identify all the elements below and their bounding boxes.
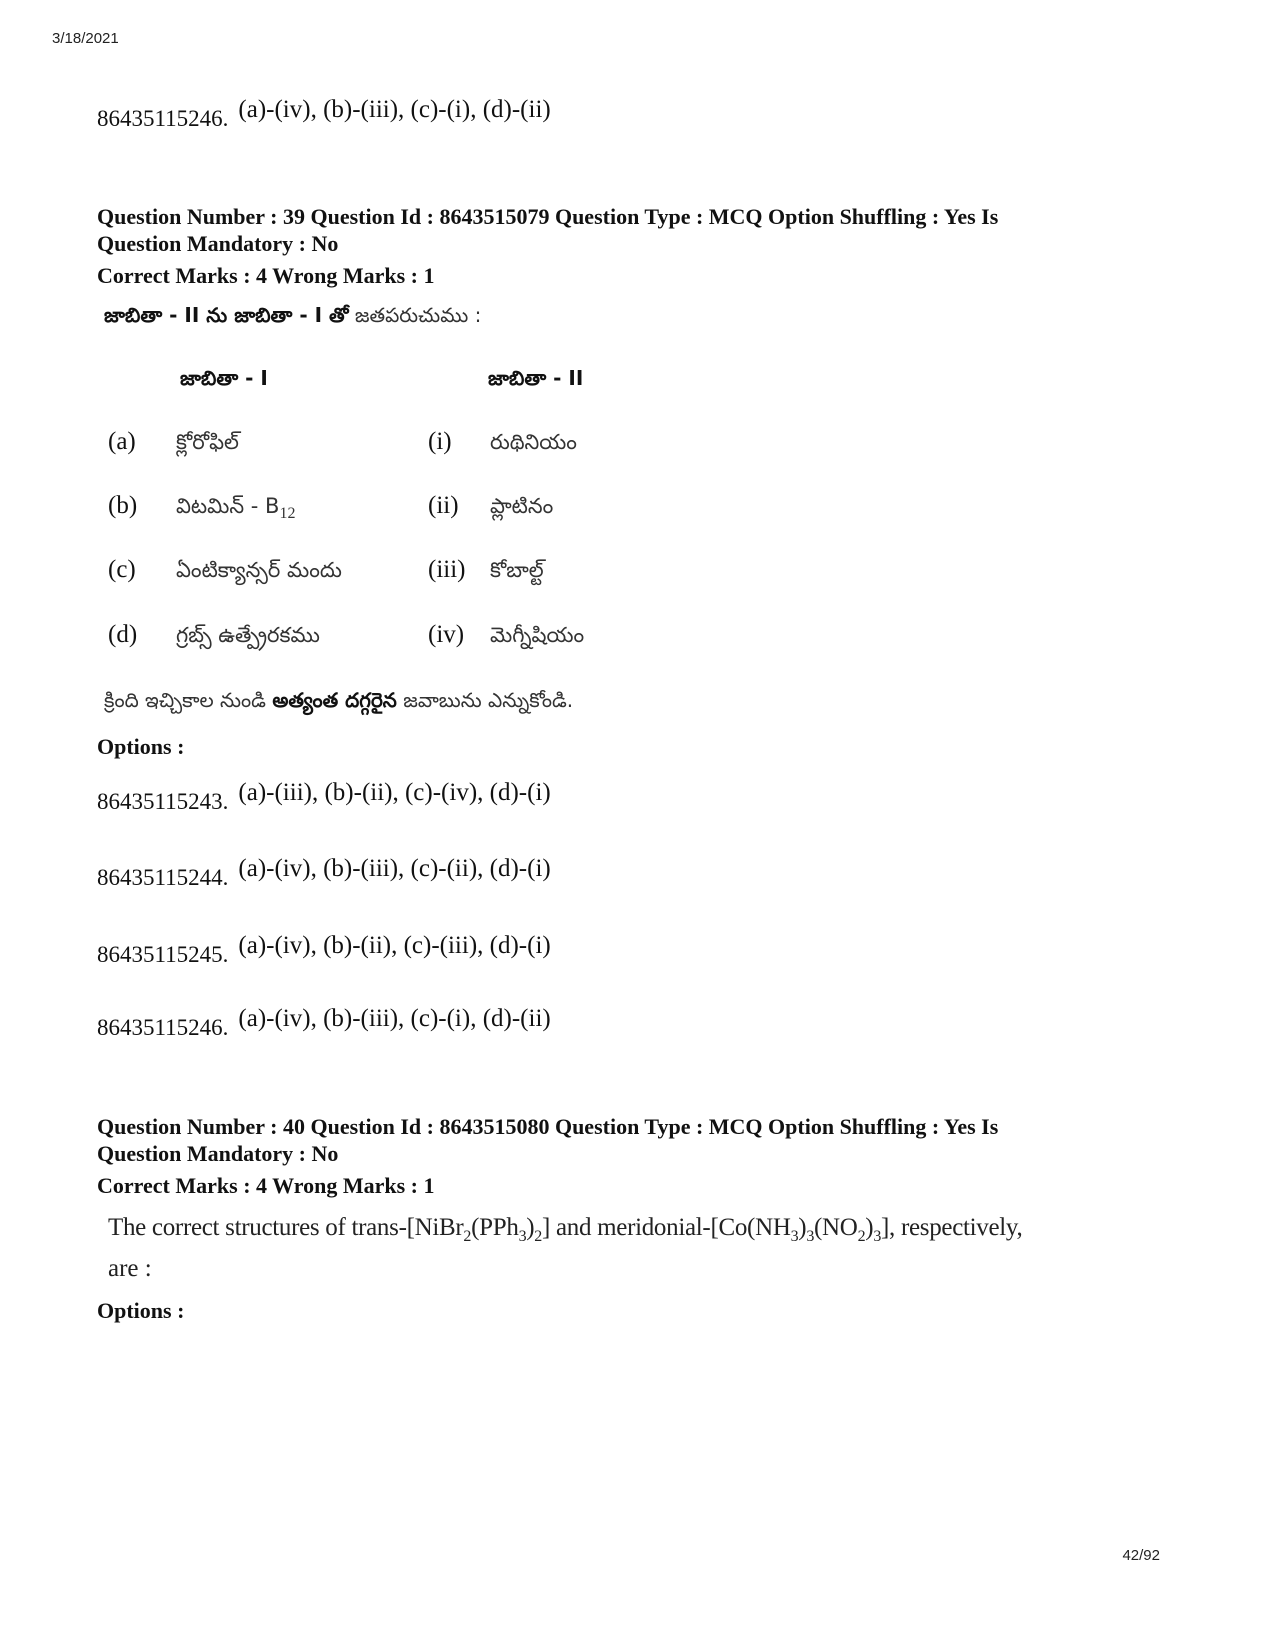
q40-header-line2: Question Mandatory : No <box>97 1141 339 1166</box>
prev-question-option <box>97 96 551 133</box>
select-text-1: క్రింది ఇచ్చికాల నుండి <box>104 688 266 712</box>
row-letter: (b) <box>108 492 138 519</box>
q39-header <box>97 203 998 257</box>
list1-title: జాబితా - I <box>180 366 268 390</box>
option-row <box>97 779 551 816</box>
row-letter: (a) <box>108 428 136 455</box>
q40-header-line1: Question Number : 40 Question Id : 8643515080 Question Type : MCQ Option Shuffling : Yes Is <box>97 1114 999 1139</box>
q40-options-label: Options : <box>97 1298 185 1323</box>
list1-item: గ్రబ్స్ ఉత్ప్రేరకము <box>176 623 320 647</box>
row-letter: (c) <box>108 556 136 583</box>
row-letter: (d) <box>108 621 138 648</box>
option-text: (a)-(iv), (b)-(iii), (c)-(i), (d)-(ii) <box>238 1005 551 1032</box>
option-row <box>97 1005 551 1042</box>
option-id: 86435115243. <box>97 789 229 814</box>
option-text: (a)-(iv), (b)-(iii), (c)-(i), (d)-(ii) <box>238 96 551 123</box>
option-text: (a)-(iv), (b)-(iii), (c)-(ii), (d)-(i) <box>238 855 551 882</box>
option-text: (a)-(iii), (b)-(ii), (c)-(iv), (d)-(i) <box>238 779 551 806</box>
page-number: 42/92 <box>1122 1547 1160 1564</box>
q40-stem-line2: are : <box>108 1255 152 1282</box>
option-text: (a)-(iv), (b)-(ii), (c)-(iii), (d)-(i) <box>238 932 551 959</box>
q39-instruction-rest: జతపరుచుము : <box>354 303 482 327</box>
row-roman: (iii) <box>428 556 466 583</box>
option-id: 86435115245. <box>97 942 229 967</box>
q40-stem: The correct structures of trans-$[NiBr_2(PPh_3)_2]$ and meridonial-$[Co(NH_3)_3(NO_2)_3]$, respectively, <box>108 1214 1023 1245</box>
list1-item <box>176 494 295 524</box>
option-id: 86435115246. <box>97 106 229 131</box>
q39-marks: Correct Marks : 4 Wrong Marks : 1 <box>97 263 435 288</box>
q39-select-instruction <box>104 688 573 717</box>
row-roman: (ii) <box>428 492 459 519</box>
row-roman: (iv) <box>428 621 465 648</box>
q40-marks: Correct Marks : 4 Wrong Marks : 1 <box>97 1173 435 1198</box>
q39-header-line2: Question Mandatory : No <box>97 231 339 256</box>
option-row <box>97 855 551 892</box>
list2-item: రుథినియం <box>490 430 577 454</box>
select-text-bold: అత్యంత దగ్గరైన <box>272 688 397 712</box>
select-text-2: జవాబును ఎన్నుకోండి. <box>403 688 574 712</box>
option-id: 86435115244. <box>97 865 229 890</box>
option-id: 86435115246. <box>97 1015 229 1040</box>
list1-item-text: విటమిన్ - B <box>176 494 280 518</box>
q40-header <box>97 1113 998 1167</box>
list1-item: క్లోరోఫిల్ <box>176 430 239 454</box>
print-date: 3/18/2021 <box>52 30 119 47</box>
q39-instruction-bold: జాబితా - II ను జాబితా - I తో <box>104 303 349 327</box>
q39-instruction <box>104 303 481 332</box>
row-roman: (i) <box>428 428 452 455</box>
subscript: 12 <box>279 505 296 523</box>
q39-options-label: Options : <box>97 734 185 759</box>
option-row <box>97 932 551 969</box>
list2-title: జాబితా - II <box>488 366 584 390</box>
list2-item: ప్లాటినం <box>490 494 554 518</box>
list2-item: మెగ్నీషియం <box>490 623 585 647</box>
q39-header-line1: Question Number : 39 Question Id : 8643515079 Question Type : MCQ Option Shuffling : Yes Is <box>97 204 999 229</box>
list1-item: ఏంటిక్యాన్సర్ మందు <box>176 558 342 582</box>
list2-item: కోబాల్ట్ <box>490 558 544 582</box>
